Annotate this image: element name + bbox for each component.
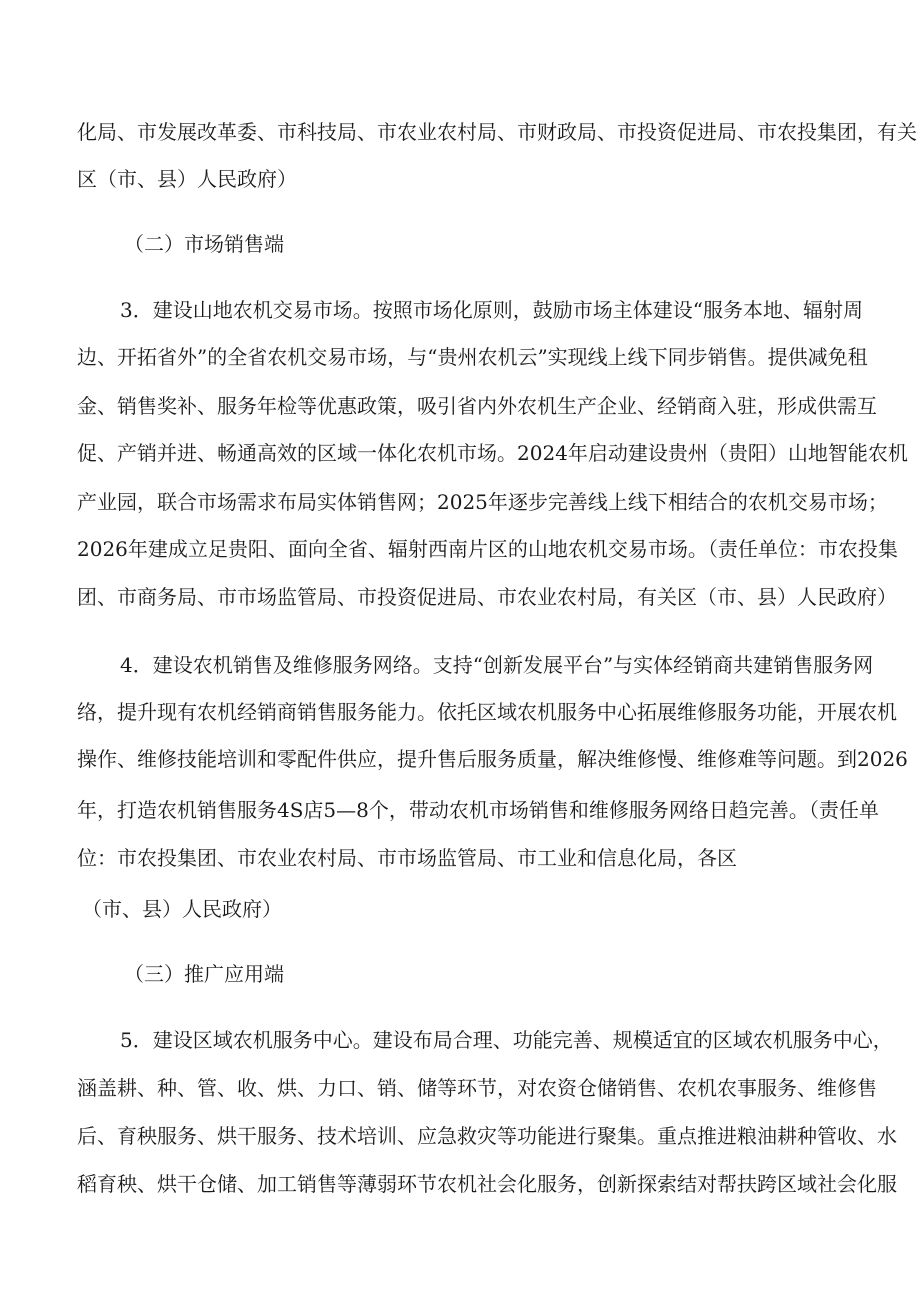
text-line: 涵盖耕、种、管、收、烘、力口、销、储等环节，对农资仓储销售、农机农事服务、维修售 <box>77 1076 877 1100</box>
text-line: 区（市、县）人民政府） <box>77 167 297 191</box>
text-line: 3．建设山地农机交易市场。按照市场化原则，鼓励市场主体建设“服务本地、辐射周 <box>120 298 863 322</box>
text-line: 边、开拓省外”的全省农机交易市场，与“贵州农机云”实现线上线下同步销售。提供减免租 <box>77 345 868 369</box>
text-line: 2026年建成立足贵阳、面向全省、辐射西南片区的山地农机交易市场。（责任单位：市农投集 <box>77 537 898 561</box>
text-line: 络，提升现有农机经销商销售服务能力。依托区域农机服务中心拓展维修服务功能，开展农机 <box>77 700 897 724</box>
text-line: 促、产销并进、畅通高效的区域一体化农机市场。2024年启动建设贵州（贵阳）山地智能农机 <box>77 441 908 465</box>
text-line: 团、市商务局、市市场监管局、市投资促进局、市农业农村局，有关区（市、县）人民政府） <box>77 585 897 609</box>
text-line: 5．建设区域农机服务中心。建设布局合理、功能完善、规模适宜的区域农机服务中心， <box>120 1028 893 1052</box>
text-line: 化局、市发展改革委、市科技局、市农业农村局、市财政局、市投资促进局、市农投集团，有关 <box>77 120 917 144</box>
text-line: 4．建设农机销售及维修服务网络。支持“创新发展平台”与实体经销商共建销售服务网 <box>120 653 874 677</box>
text-line: 操作、维修技能培训和零配件供应，提升售后服务质量，解决维修慢、维修难等问题。到2026 <box>77 747 908 771</box>
section-heading: （二）市场销售端 <box>124 232 284 256</box>
text-line: 位：市农投集团、市农业农村局、市市场监管局、市工业和信息化局，各区 <box>77 846 737 870</box>
text-line: 稻育秧、烘干仓储、加工销售等薄弱环节农机社会化服务，创新探索结对帮扶跨区域社会化服 <box>77 1172 897 1196</box>
section-heading: （三）推广应用端 <box>124 962 284 986</box>
text-line: 产业园，联合市场需求布局实体销售网；2025年逐步完善线上线下相结合的农机交易市场； <box>77 490 888 514</box>
text-line: 金、销售奖补、服务年检等优惠政策，吸引省内外农机生产企业、经销商入驻，形成供需互 <box>77 394 877 418</box>
text-line: （市、县）人民政府） <box>82 897 282 921</box>
text-line: 年，打造农机销售服务4S店5—8个，带动农机市场销售和维修服务网络日趋完善。（责任单 <box>77 798 879 822</box>
text-line: 后、育秧服务、烘干服务、技术培训、应急救灾等功能进行聚集。重点推进粮油耕种管收、水 <box>77 1124 897 1148</box>
